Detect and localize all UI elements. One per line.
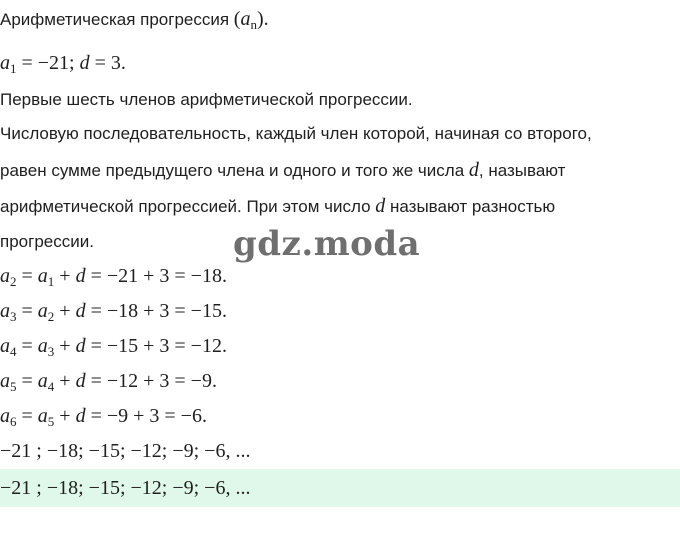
intro-paragraph: Первые шесть членов арифметической прогрессии.: [0, 90, 413, 109]
definition-line-2: [0, 159, 565, 182]
definition-line-2-a: равен сумме предыдущего члена и одного и того же числа: [0, 161, 469, 180]
step-plus: +: [54, 300, 76, 322]
definition-line-2-var: d: [468, 159, 479, 181]
step-a-prev: a: [37, 300, 48, 322]
step-rhs-sub: 2: [47, 309, 55, 324]
step-eq: =: [16, 300, 38, 322]
step-plus: +: [54, 370, 76, 392]
step-line: [0, 370, 217, 398]
step-d: d: [75, 265, 86, 287]
step-a-prev: a: [37, 405, 48, 427]
step-a: a: [0, 335, 10, 357]
given-a-sub: 1: [10, 61, 17, 76]
definition-line-3-var: d: [375, 195, 386, 217]
given-d: d: [79, 52, 90, 74]
step-lhs-sub: 4: [10, 344, 17, 359]
step-tail: = −15 + 3 = −12.: [85, 335, 227, 357]
definition-line-3-a: арифметической прогрессией. При этом число: [0, 197, 376, 216]
definition-line-2-b: , называют: [478, 161, 566, 180]
given-line: [0, 52, 126, 80]
step-eq: =: [16, 335, 38, 357]
definition-line-4: прогрессии.: [0, 232, 94, 251]
title-paren-open: (: [233, 8, 241, 30]
given-eq2: = 3.: [89, 52, 126, 74]
definition-line-3: [0, 195, 555, 218]
step-lhs-sub: 5: [10, 379, 17, 394]
step-line: [0, 300, 227, 328]
step-a: a: [0, 265, 10, 287]
sequence-line: −21 ; −18; −15; −12; −9; −6, ...: [0, 440, 251, 462]
step-a: a: [0, 300, 10, 322]
step-a-prev: a: [37, 335, 48, 357]
title-line: [0, 8, 269, 36]
step-eq: =: [16, 265, 38, 287]
title-text: Арифметическая прогрессия: [0, 10, 234, 29]
step-rhs-sub: 3: [47, 344, 55, 359]
step-tail: = −12 + 3 = −9.: [85, 370, 217, 392]
definition-line-3-b: называют разностью: [385, 197, 556, 216]
step-d: d: [75, 335, 86, 357]
step-line: [0, 265, 227, 293]
given-eq1: = −21;: [16, 52, 80, 74]
step-lhs-sub: 2: [10, 274, 17, 289]
step-line: [0, 335, 227, 363]
title-paren-close: ).: [256, 8, 269, 30]
step-a-prev: a: [37, 370, 48, 392]
step-a-prev: a: [37, 265, 48, 287]
step-plus: +: [54, 265, 76, 287]
definition-line-1: Числовую последовательность, каждый член которой, начиная со второго,: [0, 124, 592, 143]
step-rhs-sub: 4: [47, 379, 55, 394]
step-rhs-sub: 1: [47, 274, 55, 289]
step-lhs-sub: 3: [10, 309, 17, 324]
watermark-logo: gdz.moda: [233, 224, 421, 264]
step-rhs-sub: 5: [47, 414, 55, 429]
title-var: a: [240, 8, 251, 30]
step-line: [0, 405, 207, 433]
title-sub: n: [250, 17, 257, 32]
step-plus: +: [54, 405, 76, 427]
step-tail: = −21 + 3 = −18.: [85, 265, 227, 287]
step-plus: +: [54, 335, 76, 357]
step-lhs-sub: 6: [10, 414, 17, 429]
step-tail: = −9 + 3 = −6.: [85, 405, 207, 427]
step-d: d: [75, 405, 86, 427]
step-eq: =: [16, 405, 38, 427]
step-a: a: [0, 405, 10, 427]
step-d: d: [75, 300, 86, 322]
answer-line: −21 ; −18; −15; −12; −9; −6, ...: [0, 477, 251, 499]
step-eq: =: [16, 370, 38, 392]
step-d: d: [75, 370, 86, 392]
given-a: a: [0, 52, 10, 74]
step-tail: = −18 + 3 = −15.: [85, 300, 227, 322]
step-a: a: [0, 370, 10, 392]
